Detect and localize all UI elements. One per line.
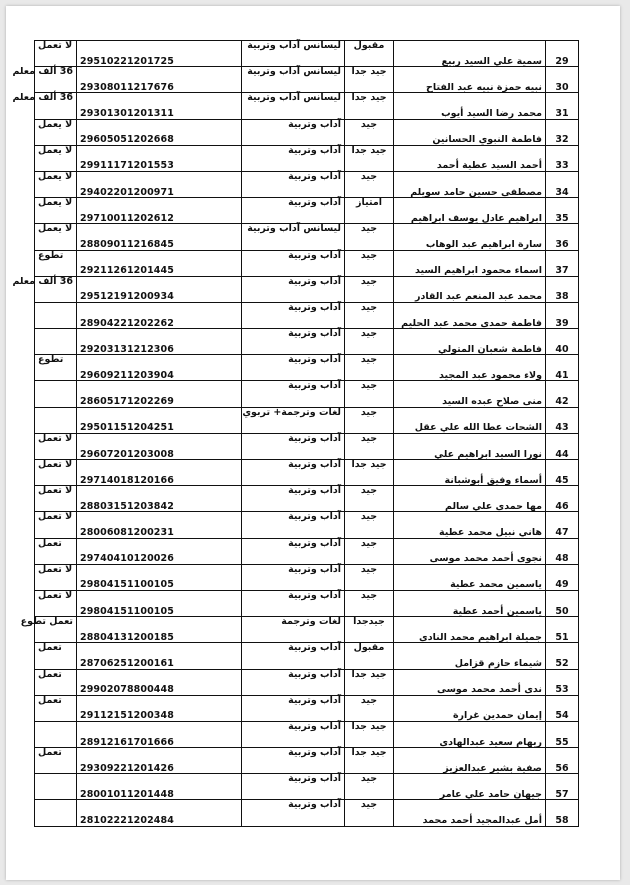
row-number-cell: 35: [546, 198, 579, 224]
row-number-cell: 44: [546, 433, 579, 459]
national-id-cell: 29512191200934: [77, 276, 242, 302]
employment-status-cell: 36 ألف معلم: [35, 67, 77, 93]
qualification-cell: آداب وتربية: [242, 538, 345, 564]
employment-status-cell: لا يعمل: [35, 198, 77, 224]
grade-cell: جيد: [345, 250, 394, 276]
national-id-cell: 29911171201553: [77, 145, 242, 171]
row-number-cell: 48: [546, 538, 579, 564]
qualification-cell: آداب وتربية: [242, 329, 345, 355]
qualification-cell: ليسانس آداب وتربية: [242, 41, 345, 67]
grade-cell: جيد: [345, 774, 394, 800]
person-name-cell: جيهان حامد علي عامر: [394, 774, 546, 800]
person-name-cell: ابراهيم عادل يوسف ابراهيم: [394, 198, 546, 224]
person-name-cell: فاطمة شعبان المتولي: [394, 329, 546, 355]
person-name-cell: سمية علي السيد ربيع: [394, 41, 546, 67]
roster-body: [12, 40, 579, 827]
row-number-cell: 39: [546, 302, 579, 328]
national-id-cell: 28809011216845: [77, 224, 242, 250]
employment-status-cell: لا يعمل: [35, 145, 77, 171]
qualification-cell: آداب وتربية: [242, 643, 345, 669]
grade-cell: مقبول: [345, 643, 394, 669]
grade-cell: جيد جدا: [345, 721, 394, 747]
table-row: [35, 41, 579, 67]
person-name-cell: نورا السيد ابراهيم علي: [394, 433, 546, 459]
grade-cell: جيدجدا: [345, 617, 394, 643]
qualification-cell: آداب وتربية: [242, 774, 345, 800]
table-row: [35, 774, 579, 800]
qualification-cell: آداب وتربية: [242, 695, 345, 721]
grade-cell: جيد جدا: [345, 748, 394, 774]
employment-status-cell: [35, 800, 77, 826]
row-number-cell: 33: [546, 145, 579, 171]
grade-cell: جيد: [345, 224, 394, 250]
national-id-cell: 29203131212306: [77, 329, 242, 355]
table-row: [35, 329, 579, 355]
person-name-cell: ياسمين محمد عطية: [394, 564, 546, 590]
employment-status-cell: لا تعمل: [35, 590, 77, 616]
person-name-cell: ريهام سعيد عبدالهادي: [394, 721, 546, 747]
person-name-cell: محمد عبد المنعم عبد القادر: [394, 276, 546, 302]
row-number-cell: 36: [546, 224, 579, 250]
national-id-cell: 29309221201426: [77, 748, 242, 774]
person-name-cell: ولاء محمود عبد المجيد: [394, 355, 546, 381]
national-id-cell: 29510221201725: [77, 41, 242, 67]
table-row: [35, 721, 579, 747]
row-number-cell: 50: [546, 590, 579, 616]
person-name-cell: هاني نبيل محمد عطية: [394, 512, 546, 538]
table-row: [35, 433, 579, 459]
national-id-cell: 29301301201311: [77, 93, 242, 119]
national-id-cell: 29605051202668: [77, 119, 242, 145]
grade-cell: جيد: [345, 564, 394, 590]
national-id-cell: 28102221202484: [77, 800, 242, 826]
person-name-cell: منى صلاح عبده السيد: [394, 381, 546, 407]
grade-cell: جيد: [345, 538, 394, 564]
table-row: [35, 381, 579, 407]
employment-status-cell: لا يعمل: [35, 224, 77, 250]
national-id-cell: 29804151100105: [77, 564, 242, 590]
employment-status-cell: تطوع: [35, 355, 77, 381]
row-number-cell: 29: [546, 41, 579, 67]
national-id-cell: 28804131200185: [77, 617, 242, 643]
qualification-cell: آداب وتربية: [242, 800, 345, 826]
qualification-cell: ليسانس آداب وتربية: [242, 224, 345, 250]
row-number-cell: 31: [546, 93, 579, 119]
national-id-cell: 29112151200348: [77, 695, 242, 721]
employment-status-cell: تعمل: [35, 669, 77, 695]
table-row: [35, 695, 579, 721]
employment-status-cell: [35, 302, 77, 328]
person-name-cell: صفية بشير عبدالعزيز: [394, 748, 546, 774]
national-id-cell: 29308011217676: [77, 67, 242, 93]
table-row: [35, 224, 579, 250]
national-id-cell: 28706251200161: [77, 643, 242, 669]
person-name-cell: سارة ابراهيم عبد الوهاب: [394, 224, 546, 250]
person-name-cell: أسماء وفيق أبوشبانة: [394, 460, 546, 486]
table-row: [35, 748, 579, 774]
qualification-cell: آداب وتربية: [242, 355, 345, 381]
national-id-cell: 29902078800448: [77, 669, 242, 695]
employment-status-cell: [35, 329, 77, 355]
table-row: [35, 669, 579, 695]
employment-status-cell: 36 ألف معلم: [35, 93, 77, 119]
qualification-cell: آداب وتربية: [242, 748, 345, 774]
employment-status-cell: لا تعمل: [35, 512, 77, 538]
employment-status-cell: لا تعمل: [35, 564, 77, 590]
employment-status-cell: لا تعمل: [35, 433, 77, 459]
grade-cell: جيد جدا: [345, 93, 394, 119]
person-name-cell: جميلة ابراهيم محمد النادي: [394, 617, 546, 643]
qualification-cell: آداب وتربية: [242, 145, 345, 171]
employment-status-cell: لا يعمل: [35, 171, 77, 197]
qualification-cell: آداب وتربية: [242, 564, 345, 590]
national-id-cell: 29402201200971: [77, 171, 242, 197]
national-id-cell: 28006081200231: [77, 512, 242, 538]
grade-cell: جيد: [345, 171, 394, 197]
table-row: [35, 355, 579, 381]
row-number-cell: 45: [546, 460, 579, 486]
row-number-cell: 34: [546, 171, 579, 197]
national-id-cell: 28904221202262: [77, 302, 242, 328]
row-number-cell: 41: [546, 355, 579, 381]
national-id-cell: 28001011201448: [77, 774, 242, 800]
table-row: [35, 407, 579, 433]
national-id-cell: 29714018120166: [77, 460, 242, 486]
national-id-cell: 29740410120026: [77, 538, 242, 564]
row-number-cell: 32: [546, 119, 579, 145]
row-number-cell: 43: [546, 407, 579, 433]
table-row: [35, 590, 579, 616]
row-number-cell: 53: [546, 669, 579, 695]
employment-status-cell: تعمل تطوع: [35, 617, 77, 643]
table-row: [35, 302, 579, 328]
qualification-cell: لغات وترجمة+ تربوي: [242, 407, 345, 433]
row-number-cell: 52: [546, 643, 579, 669]
qualification-cell: آداب وتربية: [242, 119, 345, 145]
employment-status-cell: لا تعمل: [35, 41, 77, 67]
qualification-cell: آداب وتربية: [242, 250, 345, 276]
table-row: [35, 276, 579, 302]
table-row: [35, 643, 579, 669]
qualification-cell: آداب وتربية: [242, 721, 345, 747]
national-id-cell: 28803151203842: [77, 486, 242, 512]
national-id-cell: 29501151204251: [77, 407, 242, 433]
table-row: [35, 512, 579, 538]
grade-cell: جيد: [345, 486, 394, 512]
row-number-cell: 54: [546, 695, 579, 721]
employment-status-cell: [35, 721, 77, 747]
employment-status-cell: لا تعمل: [35, 486, 77, 512]
qualification-cell: ليسانس آداب وتربية: [242, 67, 345, 93]
person-name-cell: اسماء محمود ابراهيم السيد: [394, 250, 546, 276]
qualification-cell: آداب وتربية: [242, 381, 345, 407]
national-id-cell: 29804151100105: [77, 590, 242, 616]
grade-cell: جيد: [345, 407, 394, 433]
row-number-cell: 42: [546, 381, 579, 407]
person-name-cell: فاطمة النبوي الحسانين: [394, 119, 546, 145]
qualification-cell: آداب وتربية: [242, 276, 345, 302]
table-row: [35, 564, 579, 590]
employment-status-cell: تطوع: [35, 250, 77, 276]
national-id-cell: 28912161701666: [77, 721, 242, 747]
table-row: [35, 145, 579, 171]
row-number-cell: 37: [546, 250, 579, 276]
grade-cell: جيد: [345, 355, 394, 381]
grade-cell: جيد جدا: [345, 145, 394, 171]
employment-status-cell: لا يعمل: [35, 119, 77, 145]
table-row: [35, 171, 579, 197]
row-number-cell: 30: [546, 67, 579, 93]
employment-status-cell: تعمل: [35, 695, 77, 721]
national-id-cell: 29211261201445: [77, 250, 242, 276]
person-name-cell: محمد رضا السيد أيوب: [394, 93, 546, 119]
table-row: [35, 250, 579, 276]
grade-cell: مقبول: [345, 41, 394, 67]
person-name-cell: أمل عبدالمجيد أحمد محمد: [394, 800, 546, 826]
table-row: [35, 800, 579, 826]
person-name-cell: شيماء حازم قزامل: [394, 643, 546, 669]
employment-status-cell: [35, 774, 77, 800]
grade-cell: جيد جدا: [345, 460, 394, 486]
row-number-cell: 47: [546, 512, 579, 538]
row-number-cell: 46: [546, 486, 579, 512]
person-name-cell: أحمد السيد عطية أحمد: [394, 145, 546, 171]
qualification-cell: آداب وتربية: [242, 433, 345, 459]
employment-status-cell: [35, 381, 77, 407]
person-name-cell: مصطفى حسين حامد سويلم: [394, 171, 546, 197]
qualification-cell: ليسانس آداب وتربية: [242, 93, 345, 119]
person-name-cell: نبيه حمزة نبيه عبد الفتاح: [394, 67, 546, 93]
table-row: [35, 119, 579, 145]
table-row: [35, 198, 579, 224]
person-name-cell: فاطمة حمدي محمد عبد الحليم: [394, 302, 546, 328]
row-number-cell: 55: [546, 721, 579, 747]
grade-cell: جيد: [345, 276, 394, 302]
grade-cell: جيد: [345, 590, 394, 616]
person-name-cell: مها حمدي علي سالم: [394, 486, 546, 512]
person-name-cell: ياسمين أحمد عطية: [394, 590, 546, 616]
qualification-cell: آداب وتربية: [242, 486, 345, 512]
person-name-cell: ندى أحمد محمد موسى: [394, 669, 546, 695]
grade-cell: جيد: [345, 433, 394, 459]
grade-cell: جيد: [345, 381, 394, 407]
table-row: [35, 486, 579, 512]
roster-table: [12, 40, 579, 827]
grade-cell: جيد: [345, 302, 394, 328]
row-number-cell: 38: [546, 276, 579, 302]
employment-status-cell: تعمل: [35, 643, 77, 669]
grade-cell: جيد: [345, 800, 394, 826]
qualification-cell: آداب وتربية: [242, 198, 345, 224]
row-number-cell: 57: [546, 774, 579, 800]
table-row: [35, 67, 579, 93]
qualification-cell: لغات وترجمة: [242, 617, 345, 643]
grade-cell: جيد: [345, 512, 394, 538]
employment-status-cell: لا تعمل: [35, 460, 77, 486]
national-id-cell: 29609211203904: [77, 355, 242, 381]
row-number-cell: 49: [546, 564, 579, 590]
employment-status-cell: 36 ألف معلم: [35, 276, 77, 302]
row-number-cell: 56: [546, 748, 579, 774]
row-number-cell: 40: [546, 329, 579, 355]
employment-status-cell: تعمل: [35, 748, 77, 774]
row-number-cell: 58: [546, 800, 579, 826]
national-id-cell: 29710011202612: [77, 198, 242, 224]
row-number-cell: 51: [546, 617, 579, 643]
qualification-cell: آداب وتربية: [242, 460, 345, 486]
document-page: [6, 6, 620, 880]
table-row: [35, 538, 579, 564]
table-row: [35, 93, 579, 119]
qualification-cell: آداب وتربية: [242, 512, 345, 538]
qualification-cell: آداب وتربية: [242, 171, 345, 197]
qualification-cell: آداب وتربية: [242, 669, 345, 695]
table-row: [35, 460, 579, 486]
person-name-cell: إيمان حمدين غرارة: [394, 695, 546, 721]
employment-status-cell: [35, 407, 77, 433]
grade-cell: امتياز: [345, 198, 394, 224]
table-row: [35, 617, 579, 643]
grade-cell: جيد: [345, 119, 394, 145]
qualification-cell: آداب وتربية: [242, 302, 345, 328]
grade-cell: جيد جدا: [345, 67, 394, 93]
grade-cell: جيد: [345, 329, 394, 355]
qualification-cell: آداب وتربية: [242, 590, 345, 616]
grade-cell: جيد: [345, 695, 394, 721]
grade-cell: جيد جدا: [345, 669, 394, 695]
employment-status-cell: تعمل: [35, 538, 77, 564]
person-name-cell: نجوى أحمد محمد موسى: [394, 538, 546, 564]
national-id-cell: 28605171202269: [77, 381, 242, 407]
person-name-cell: الشحات عطا الله علي عقل: [394, 407, 546, 433]
national-id-cell: 29607201203008: [77, 433, 242, 459]
